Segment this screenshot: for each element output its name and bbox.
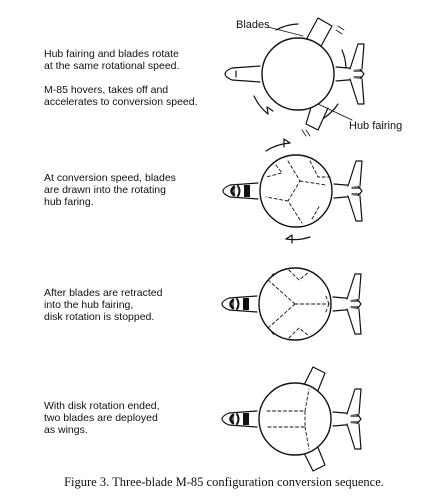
stage-2-text: At conversion speed, blades are drawn into the rotating hub faring. bbox=[44, 172, 176, 208]
stage-1-aircraft bbox=[225, 18, 364, 136]
blades-label: Blades bbox=[236, 19, 270, 31]
stage-1-text-a: Hub fairing and blades rotate at the same rotational speed. bbox=[44, 48, 180, 72]
stage-4-text: With disk rotation ended, two blades are deployed as wings. bbox=[44, 400, 160, 436]
stage-3-text: After blades are retracted into the hub fairing, disk rotation is stopped. bbox=[44, 287, 163, 323]
hub-fairing-label: Hub fairing bbox=[349, 120, 403, 132]
stage-1-text-b: M-85 hovers, takes off and accelerates to conversion speed. bbox=[44, 84, 198, 108]
blades-leader-line bbox=[268, 27, 303, 36]
figure-caption: Figure 3. Three-blade M-85 configuration conversion sequence. bbox=[64, 475, 384, 489]
stage-3-aircraft bbox=[222, 268, 361, 340]
stage-4-aircraft bbox=[222, 367, 361, 471]
stage-2-aircraft bbox=[223, 139, 362, 243]
